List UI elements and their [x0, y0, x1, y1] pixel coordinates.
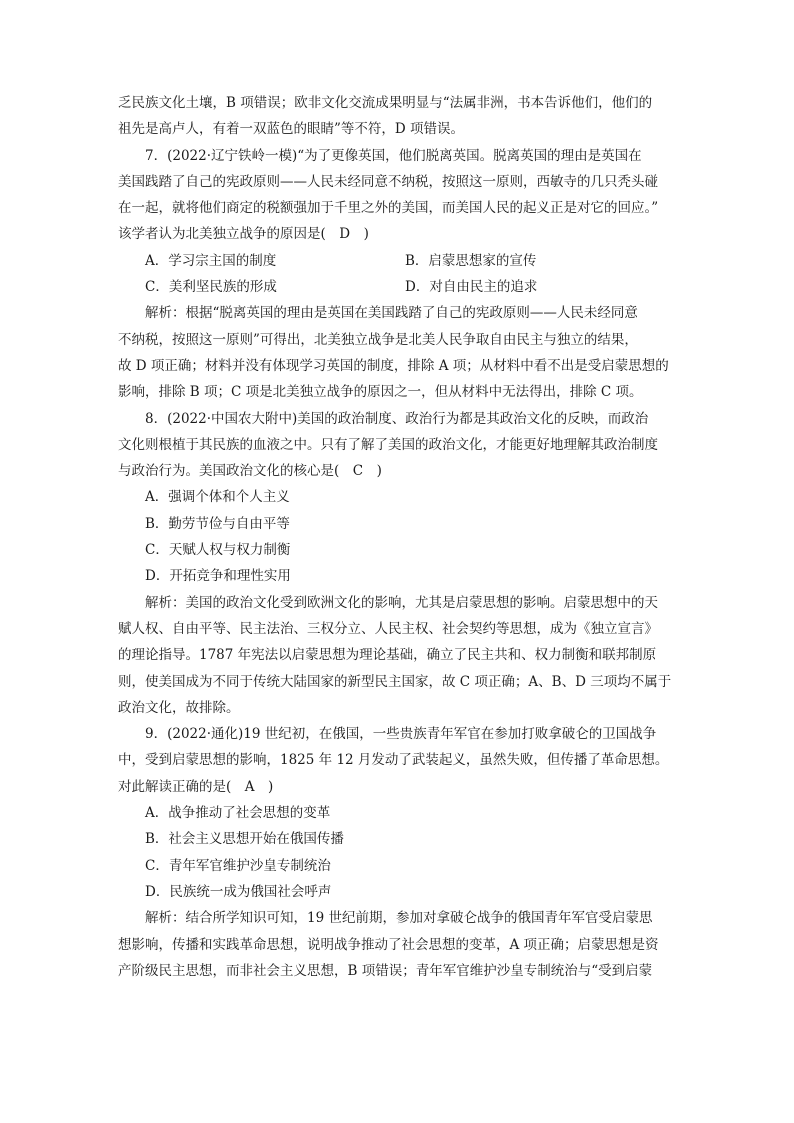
analysis-line: 解析：根据“脱离英国的理由是英国在美国践踏了自己的宪政原则——人民未经同意: [145, 305, 638, 322]
option-b: B．社会主义思想开始在俄国传播: [145, 831, 344, 848]
option-row: [118, 274, 678, 300]
question-7: [118, 143, 678, 406]
option-a: A．学习宗主国的制度: [145, 252, 277, 269]
option-d: D．民族统一成为俄国社会呼声: [145, 883, 332, 900]
option-d: D．对自由民主的追求: [405, 279, 538, 296]
question-stem-line: 在一起，就将他们商定的税额强加于千里之外的美国，而美国人民的起义正是对它的回应。”: [118, 200, 659, 217]
analysis-line: 产阶级民主思想，而非社会主义思想，B 项错误；青年军官维护沙皇专制统治与“受到启蒙: [118, 962, 653, 979]
question-9: [118, 721, 678, 984]
option-row: [118, 248, 678, 274]
analysis-line: 解析：结合所学知识可知，19 世纪前期，参加对拿破仑战争的俄国青年军官受启蒙思: [145, 910, 653, 927]
option-b: B．启蒙思想家的宣传: [405, 252, 537, 269]
option-d: D．开拓竞争和理性实用: [145, 568, 291, 585]
document-page: [118, 90, 678, 984]
question-stem-line: 该学者认为北美独立战争的原因是( D ): [118, 226, 369, 243]
option-a: A．战争推动了社会思想的变革: [145, 805, 331, 822]
question-stem-line: 8．(2022·中国农大附中)美国的政治制度、政治行为都是其政治文化的反映，而政治: [145, 410, 649, 427]
analysis-line: 解析：美国的政治文化受到欧洲文化的影响，尤其是启蒙思想的影响。启蒙思想中的天: [145, 594, 658, 611]
analysis-line: 想影响，传播和实践革命思想，说明战争推动了社会思想的变革，A 项正确；启蒙思想是资: [118, 936, 659, 953]
option-a: A．强调个体和个人主义: [145, 489, 290, 506]
analysis-line: 故 D 项正确；材料并没有体现学习英国的制度，排除 A 项；从材料中看不出是受启蒙思想的: [118, 357, 669, 374]
text-line: 乏民族文化土壤，B 项错误；欧非文化交流成果明显与“法属非洲，书本告诉他们，他们的: [118, 95, 653, 111]
analysis-line: 赋人权、自由平等、民主法治、三权分立、人民主权、社会契约等思想，成为《独立宣言》: [118, 620, 658, 637]
question-stem-line: 美国践踏了自己的宪政原则——人民未经同意不纳税，按照这一原则，西敏寺的几只秃头碰: [118, 173, 658, 190]
analysis-line: 不纳税，按照这一原则”可得出，北美独立战争是北美人民争取自由民主与独立的结果，: [118, 331, 638, 348]
question-stem-line: 9．(2022·通化)19 世纪初，在俄国，一些贵族青年军官在参加打败拿破仑的卫国战争: [145, 726, 657, 743]
question-8: [118, 406, 678, 722]
analysis-line: 的理论指导。1787 年宪法以启蒙思想为理论基础，确立了民主共和、权力制衡和联邦制原: [118, 647, 657, 664]
question-stem-line: 7．(2022·辽宁铁岭一模)“为了更像英国，他们脱离英国。脱离英国的理由是英国在: [145, 147, 642, 164]
intro-paragraph: [118, 90, 678, 143]
option-c: C．天赋人权与权力制衡: [145, 542, 291, 559]
question-stem-line: 中，受到启蒙思想的影响，1825 年 12 月发动了武装起义，虽然失败，但传播了革命思想。: [118, 752, 669, 769]
option-c: C．美利坚民族的形成: [145, 279, 277, 296]
question-stem-line: 与政治行为。美国政治文化的核心是( C ): [118, 463, 382, 480]
option-c: C．青年军官维护沙皇专制统治: [145, 857, 331, 874]
analysis-line: 政治文化，故排除。: [118, 699, 240, 716]
option-b: B．勤劳节俭与自由平等: [145, 515, 290, 532]
analysis-line: 影响，排除 B 项；C 项是北美独立战争的原因之一，但从材料中无法得出，排除 C 项。: [118, 384, 643, 401]
question-stem-line: 文化则根植于其民族的血液之中。只有了解了美国的政治文化，才能更好地理解其政治制度: [118, 436, 658, 453]
question-stem-line: 对此解读正确的是( A ): [118, 778, 274, 795]
text-line: 祖先是高卢人，有着一双蓝色的眼睛”等不符，D 项错误。: [118, 121, 465, 138]
analysis-line: 则，使美国成为不同于传统大陆国家的新型民主国家，故 C 项正确；A、B、D 三项均不属于: [118, 673, 672, 690]
